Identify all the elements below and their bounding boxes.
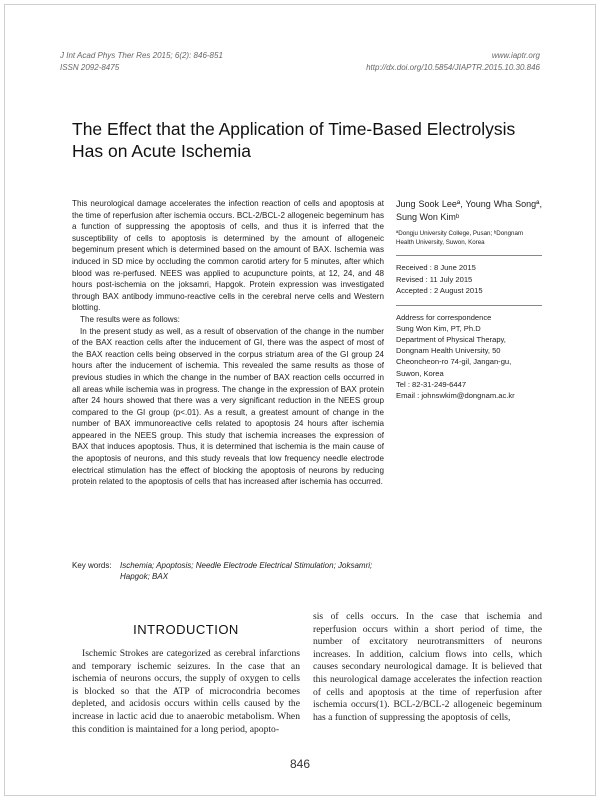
abstract-paragraph-1: This neurological damage accelerates the infection reaction of cells and apoptosis at the time of reperfusion after ischemia occurs. BCL-2/BCL-2 allogeneic begeminum has a function of suppressing the apoptosis of cells, and thus it is inferred that the susceptibility of cells to apoptosis is determined by the amount of allogeneic begeminum present which is determined based on the amount of BAX. Ischemia was induced in SD mice by occluding the common carotid artery for 5 minutes, after which blood was re-perfused. NEES was applied to acupuncture points, at 12, 24, and 48 hours post-ischemia on the joksamri, Hapgok. Protein expression was investigated through BAX antibody immuno-reactive cells in the cerebral nerve cells and Western blotting. — [72, 199, 384, 313]
keywords-label: Key words: — [72, 561, 112, 570]
article-title: The Effect that the Application of Time-Based Electrolysis Has on Acute Ischemia — [72, 119, 516, 161]
correspondence-address-2: Dongnam Health University, 50 — [396, 346, 501, 356]
abstract-paragraph-3: In the present study as well, as a result of observation of the change in the number of the BAX reaction cells after the inducement of GI, there was the aspect of most of the BAX reaction cells being observed in the corpus striatum area of the GI group 24 hours after the inducement of ischemia. This revealed the same results as those of previous studies in which the change in the number of BAX reaction cells occurred in all areas while ischemia was in progress. The change in the expression of BAX protein after 24 hours showed that there was a very significant reduction in the NEES group compared to the GI group (p<.01). As a result, a greatest amount of change in the number of BAX immunoreactive cells related to apoptosis 24 hours after ischemia appeared in the NEES group. This study that ischemia increases the expression of BAX that induces apoptosis. Thus, it is determined that ischemia is the main cause of the apoptosis of neurons, and this study reveals that low frequency needle electrode electrical stimulation has the effect of blocking the apoptosis of neurons by reducing protein related to the apoptosis of cells that has increased after ischemia has occurred. — [72, 326, 384, 487]
accepted-date: Accepted : 2 August 2015 — [396, 286, 483, 295]
keywords-text: Ischemia; Apoptosis; Needle Electrode Electrical Stimulation; Joksamri; Hapgok; BAX — [120, 561, 373, 581]
correspondence-tel: Tel : 82-31-249-6447 — [396, 379, 467, 389]
correspondence-name: Sung Won Kim, PT, Ph.D — [396, 323, 481, 333]
section-heading-introduction: INTRODUCTION — [133, 622, 239, 637]
article-info — [396, 198, 542, 401]
divider — [396, 305, 542, 306]
received-date: Received : 8 June 2015 — [396, 263, 476, 272]
journal-site-link[interactable]: www.iaptr.org — [491, 51, 540, 60]
journal-header — [60, 50, 223, 74]
correspondence-email[interactable]: Email : johnswkim@dongnam.ac.kr — [396, 390, 515, 400]
abstract — [72, 198, 384, 488]
revised-date: Revised : 11 July 2015 — [396, 274, 473, 284]
issn: ISSN 2092-8475 — [60, 63, 120, 72]
journal-header-right — [366, 50, 540, 74]
divider — [396, 255, 542, 256]
body-column-left: Ischemic Strokes are categorized as cerebral infarctions and temporary ischemic seizures. In the case that an ischemia of neurons occurs, the supply of oxygen to cells is blocked so that the ATP of microcondria becomes depleted, and acidosis occurs within cells caused by the increase in lactic acid due to anaerobic metabolism. When this condition is maintained for a long period, apopto- — [72, 648, 300, 735]
journal-citation: J Int Acad Phys Ther Res 2015; 6(2): 846-851 — [60, 51, 223, 60]
abstract-paragraph-2: The results were as follows: — [80, 314, 180, 324]
correspondence-label: Address for correspondence — [396, 312, 492, 322]
authors: Jung Sook Leeª, Young Wha Songª, Sung Won Kimᵇ — [396, 199, 542, 222]
correspondence — [396, 312, 542, 402]
correspondence-address-4: Suwon, Korea — [396, 368, 444, 378]
correspondence-address-3: Cheoncheon-ro 74-gil, Jangan-gu, — [396, 357, 512, 367]
page-number: 846 — [289, 757, 311, 771]
affiliation: ªDongju University College, Pusan; ᵇDongnam Health University, Suwon, Korea — [396, 230, 524, 246]
dates — [396, 262, 542, 297]
body-column-right: sis of cells occurs. In the case that ischemia and reperfusion occurs within a short period of time, the number of excitatory neurotransmitters of neurons increases. In addition, calcium flows into cells, which causes secondary neurological damage. It is believed that this neurological damage accelerates the infection reaction of cells and apoptosis at the time of reperfusion after ischemia occurs(1). BCL-2/BCL-2 allogeneic begeminum has a function of suppressing the apoptosis of cells, — [313, 611, 542, 723]
correspondence-address-1: Department of Physical Therapy, — [396, 334, 506, 344]
doi-link[interactable]: http://dx.doi.org/10.5854/JIAPTR.2015.10.30.846 — [366, 63, 540, 72]
